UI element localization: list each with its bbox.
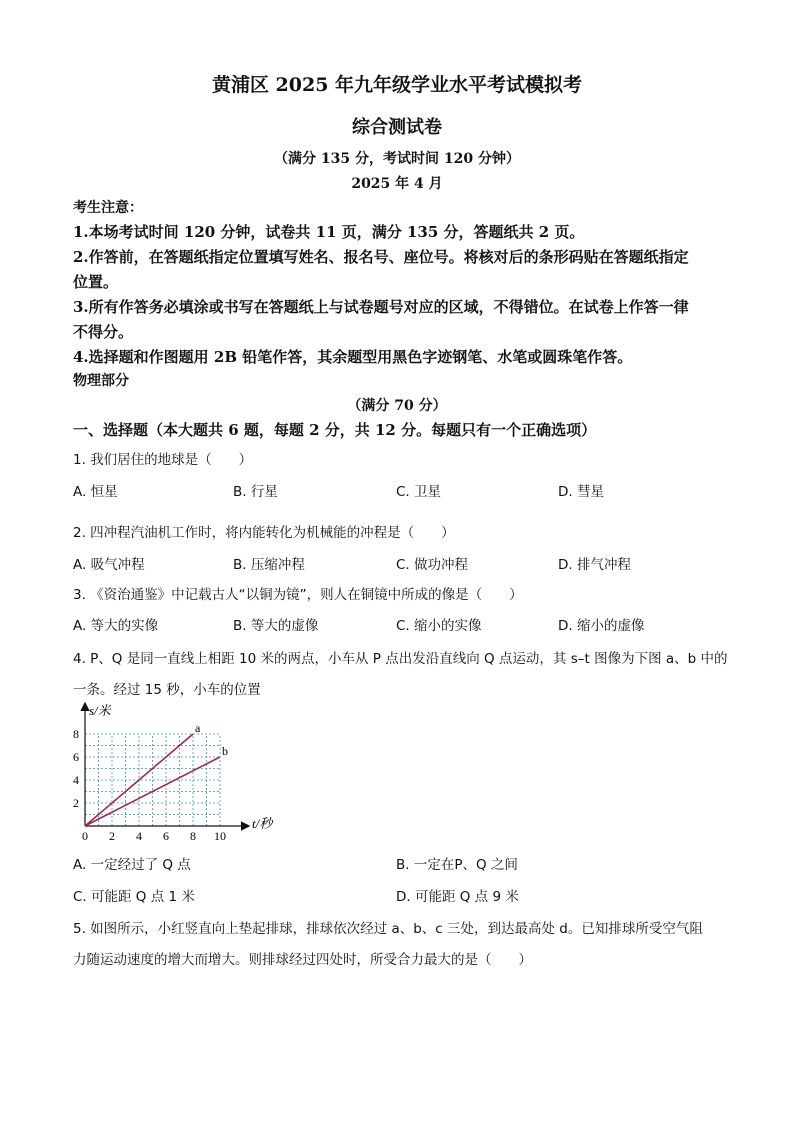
x-tick-label: 6 [163,829,169,843]
question-3-option-c: C. 缩小的实像 [396,618,482,634]
notice-heading: 考生注意： [73,200,143,216]
question-1-option-a: A. 恒星 [73,484,118,500]
question-1-option-b: B. 行星 [233,484,278,500]
st-graph [60,700,300,848]
notice-item: 不得分。 [73,323,134,341]
question-4-stem: 一条。经过 15 秒，小车的位置 [73,682,261,698]
question-3-option-d: D. 缩小的虚像 [558,618,645,634]
exam-date: 2025 年 4 月 [351,176,443,192]
page-title: 黄浦区 2025 年九年级学业水平考试模拟考 [211,74,583,96]
question-2-option-d: D. 排气冲程 [558,557,631,573]
x-axis-label: t/秒 [252,816,273,831]
x-tick-label: 0 [82,829,88,843]
question-1-option-d: D. 彗星 [558,484,604,500]
notice-item: 3.所有作答务必填涂或书写在答题纸上与试卷题号对应的区域，不得错位。在试卷上作答一律 [73,298,689,316]
score-time-info: （满分 135 分，考试时间 120 分钟） [274,151,520,167]
question-3-option-b: B. 等大的虚像 [233,618,319,634]
part-heading: 一、选择题（本大题共 6 题，每题 2 分，共 12 分。每题只有一个正确选项） [73,421,597,439]
y-tick-label: 2 [73,796,79,810]
question-2-option-c: C. 做功冲程 [396,557,469,573]
x-tick-label: 4 [136,829,142,843]
series-label-b: b [222,744,228,758]
question-4-option-b: B. 一定在P、Q 之间 [396,857,518,873]
question-1-option-c: C. 卫星 [396,484,442,500]
y-axis-label: s/米 [89,703,111,718]
notice-item: 位置。 [73,273,119,291]
x-tick-label: 10 [214,829,226,843]
question-2-option-b: B. 压缩冲程 [233,557,305,573]
question-4-option-d: D. 可能距 Q 点 9 米 [396,889,519,905]
section-name: 物理部分 [73,373,129,389]
notice-item: 4.选择题和作图题用 2B 铅笔作答，其余题型用黑色字迹钢笔、水笔或圆珠笔作答。 [73,348,633,366]
question-2-stem: 2. 四冲程汽油机工作时，将内能转化为机械能的冲程是（ ） [73,525,455,541]
section-score: （满分 70 分） [347,398,447,414]
question-1-stem: 1. 我们居住的地球是（ ） [73,452,253,468]
question-5-stem: 力随运动速度的增大而增大。则排球经过四处时，所受合力最大的是（ ） [73,952,532,968]
notice-item: 1.本场考试时间 120 分钟，试卷共 11 页，满分 135 分，答题纸共 2 页。 [73,223,585,241]
x-tick-label: 8 [190,829,196,843]
page-subtitle: 综合测试卷 [352,117,442,138]
question-3-stem: 3. 《资治通鉴》中记载古人“以铜为镜”，则人在铜镜中所成的像是（ ） [73,587,523,603]
notice-item: 2.作答前，在答题纸指定位置填写姓名、报名号、座位号。将核对后的条形码贴在答题纸指定 [73,248,689,266]
question-4-option-a: A. 一定经过了 Q 点 [73,857,191,873]
y-tick-label: 4 [73,773,79,787]
question-5-stem: 5. 如图所示，小红竖直向上垫起排球，排球依次经过 a、b、c 三处，到达最高处 d。已知排球所受空气阻 [73,921,703,937]
question-4-stem: 4. P、Q 是同一直线上相距 10 米的两点，小车从 P 点出发沿直线向 Q 点运动，其 s–t 图像为下图 a、b 中的 [73,651,728,667]
x-tick-label: 2 [109,829,115,843]
question-4-option-c: C. 可能距 Q 点 1 米 [73,889,195,905]
series-label-a: a [195,721,201,735]
y-tick-label: 6 [73,750,79,764]
question-2-option-a: A. 吸气冲程 [73,557,145,573]
y-tick-label: 8 [73,727,79,741]
chart-grid [85,734,220,826]
question-3-option-a: A. 等大的实像 [73,618,159,634]
